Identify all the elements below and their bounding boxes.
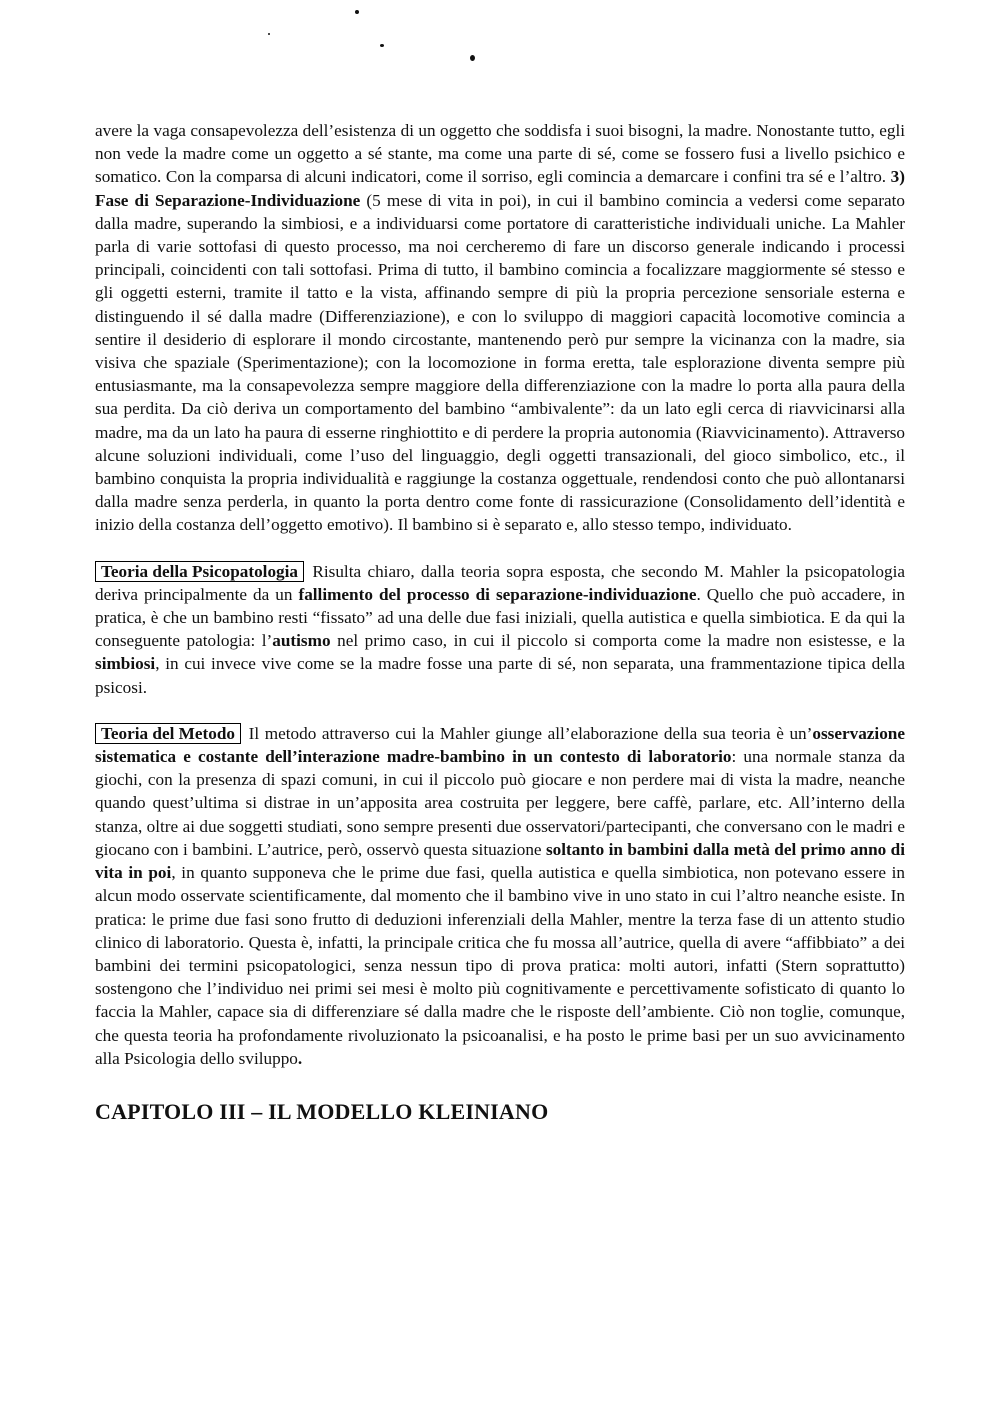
paragraph-psychopathology xyxy=(95,560,905,699)
text-run: , in quanto supponeva che le prime due fasi, quella autistica e quella simbiotica, non potevano essere in alcun modo osservate scientificamente, dal momento che il bambino vive in uno stato in cui l’altro neanche esiste. In pratica: le prime due fasi sono frutto di deduzioni inferenziali della Mahler, mentre la terza fase di un attento studio clinico di laboratorio. Questa è, infatti, la principale critica che fu mossa all’autrice, quella di avere “affibbiato” a dei bambini dei termini psicopatologici, senza nessun tipo di prova pratica: molti autori, infatti (Stern soprattutto) sostengono che l’individuo nei primi sei mesi è molto più cognitivamente e percettivamente sofisticato di quanto lo faccia la Mahler, capace sia di differenziare sé dalla madre che le risposte dell’ambiente. Ciò non toglie, comunque, che questa teoria ha profondamente rivoluzionato la psicoanalisi, e ha posto le prime basi per un suo avvicinamento alla Psicologia dello sviluppo xyxy=(95,863,906,1068)
bold-term: . xyxy=(297,1048,303,1068)
text-run: nel primo caso, in cui il piccolo si comporta come la madre non esistesse, e la xyxy=(330,631,905,651)
paragraph-method xyxy=(95,722,905,1070)
section-heading-psicopatologia: Teoria della Psicopatologia xyxy=(95,561,304,582)
bold-term: simbiosi xyxy=(95,654,156,674)
document-page xyxy=(95,119,905,1126)
bold-term: soltanto in bambini dalla metà del primo anno di vita in poi xyxy=(95,839,905,883)
bold-term: autismo xyxy=(272,631,331,651)
scan-speck xyxy=(380,44,384,47)
text-run: Risulta chiaro, dalla teoria sopra esposta, che secondo M. Mahler la psicopatologia deriva principalmente da un xyxy=(95,561,905,604)
bold-phase-title: 3) Fase di Separazione-Individuazione xyxy=(95,167,905,210)
text-run: Il metodo attraverso cui la Mahler giunge all’elaborazione della sua teoria è un’ xyxy=(242,723,813,743)
bold-term: osservazione sistematica e costante dell’interazione madre-bambino in un contesto di laboratorio xyxy=(95,723,905,767)
paragraph-separation-phase xyxy=(95,119,905,537)
scan-speck xyxy=(470,55,475,61)
text-run: : una normale stanza da giochi, con la presenza di spazi comuni, in cui il piccolo può giocare e non perdere mai di vista la madre, neanche quando quest’ultima si distrae in un’apposita area costruita per leggere, bere caffè, parlare, etc. All’interno della stanza, oltre ai due soggetti studiati, sono sempre presenti due osservatori/partecipanti, che conversano con le madri e giocano con i bambini. L’autrice, però, osservò questa situazione xyxy=(95,747,905,859)
bold-term: fallimento del processo di separazione-individuazione xyxy=(298,584,697,604)
text-run: avere la vaga consapevolezza dell’esistenza di un oggetto che soddisfa i suoi bisogni, la madre. Nonostante tutto, egli non vede la madre come un oggetto a sé stante, ma come una parte di sé, come se fossero fusi a livello psichico e somatico. Con la comparsa di alcuni indicatori, come il sorriso, egli comincia a demarcare i confini tra sé e l’altro. xyxy=(95,121,905,187)
text-run: , in cui invece vive come se la madre fosse una parte di sé, non separata, una frammentazione tipica della psicosi. xyxy=(95,654,905,697)
scan-speck xyxy=(268,33,270,35)
scan-speck xyxy=(355,10,359,14)
text-run: (5 mese di vita in poi), in cui il bambino comincia a vedersi come separato dalla madre, superando la simbiosi, e a individuarsi come portatore di caratteristiche individuali uniche. La Mahler parla di varie sottofasi di questo processo, ma noi cercheremo di fare un discorso generale indicando i processi principali, coincidenti con tali sottofasi. Prima di tutto, il bambino comincia a focalizzare maggiormente sé stesso e gli oggetti esterni, tramite il tatto e la vista, affinando sempre di più la propria percezione sensoriale esterna e distinguendo il sé dalla madre (Differenziazione), e con lo sviluppo di maggiori capacità locomotive comincia a sentire il desiderio di esplorare il mondo circostante, mantenendo però pur sempre la vicinanza con la madre, sia visiva che spaziale (Sperimentazione); con la locomozione in forma eretta, tale esplorazione diventa sempre più entusiasmante, ma la consapevolezza sempre maggiore della differenziazione con la madre lo porta alla paura della sua perdita. Da ciò deriva un comportamento del bambino “ambivalente”: da un lato egli cerca di riavvicinarsi alla madre, ma da un lato ha paura di esserne ringhiottito e di perdere la propria autonomia (Riavvicinamento). Attraverso alcune soluzioni individuali, come l’uso del linguaggio, degli oggetti transazionali, del gioco simbolico, etc., il bambino conquista la propria individualità e raggiunge la costanza oggettuale, rendendosi conto che può allontanarsi dalla madre senza perderla, in quanto la porta dentro come fonte di rassicurazione (Consolidamento dell’identità e inizio della costanza dell’oggetto emotivo). Il bambino si è separato e, allo stesso tempo, individuato. xyxy=(95,190,906,535)
text-run: . Quello che può accadere, in pratica, è che un bambino resti “fissato” ad una delle due fasi iniziali, quella autistica e quella simbiotica. E da qui la conseguente patologia: l’ xyxy=(95,584,905,651)
section-heading-metodo: Teoria del Metodo xyxy=(95,723,241,744)
chapter-title: CAPITOLO III – IL MODELLO KLEINIANO xyxy=(95,1098,549,1124)
